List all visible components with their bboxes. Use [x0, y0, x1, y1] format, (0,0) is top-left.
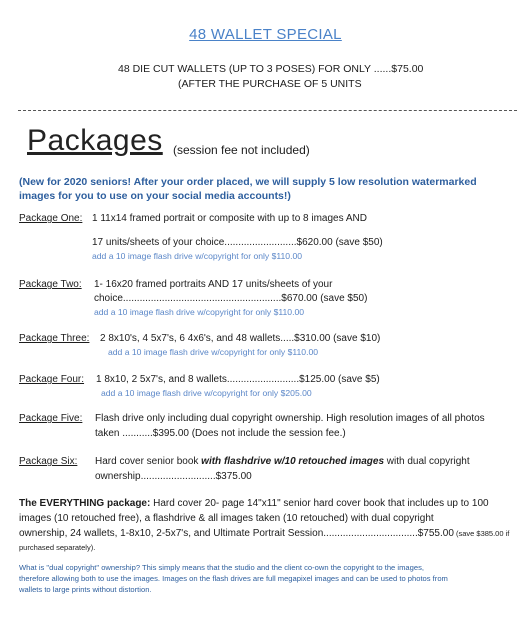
everything-line1-text: Hard cover 20- page 14"x11" senior hard cover book that includes up to 100	[150, 498, 489, 509]
copyright-footnote-line1: What is "dual copyright" ownership? This simply means that the studio and the client co-own the copyright to the images,	[19, 563, 424, 572]
section-divider	[18, 110, 517, 111]
copyright-footnote-line2: therefore allowing both to use the images. Images on the flash drives are full megapixel images and can be used to photos from	[19, 574, 448, 583]
wallet-special-title: 48 WALLET SPECIAL	[189, 26, 342, 43]
package-six-flashdrive: with flashdrive w/10 retouched images	[201, 456, 385, 467]
packages-subheading: (session fee not included)	[173, 143, 310, 157]
everything-line3	[19, 528, 509, 539]
package-three-label: Package Three:	[19, 333, 90, 344]
package-four-addon: add a 10 image flash drive w/copyright for only $205.00	[101, 388, 312, 398]
everything-line4: purchased separately).	[19, 543, 96, 552]
wallet-special-offer: 48 DIE CUT WALLETS (UP TO 3 POSES) FOR ONLY ......$75.00	[118, 63, 424, 75]
package-two-line1: 1- 16x20 framed portraits AND 17 units/sheets of your	[94, 279, 333, 290]
package-three-line1: 2 8x10's, 4 5x7's, 6 4x6's, and 48 wallets.....$310.00 (save $10)	[100, 333, 381, 344]
copyright-footnote-line3: wallets to large prints without distortion.	[19, 585, 152, 594]
package-two-label: Package Two:	[19, 279, 82, 290]
packages-heading: Packages	[27, 124, 163, 157]
package-five-line1: Flash drive only including dual copyright ownership. High resolution images of all photos	[95, 413, 485, 424]
everything-line1	[19, 498, 489, 509]
package-six-book: Hard cover senior book	[95, 456, 202, 467]
package-six-line2: ownership...........................$375.00	[95, 471, 252, 482]
everything-line3-text: ownership, 24 wallets, 1-8x10, 2-5x7's, and Ultimate Portrait Session..................................$755.00	[19, 528, 454, 539]
package-one-line2: 17 units/sheets of your choice..........................$620.00 (save $50)	[92, 237, 383, 248]
package-one-label: Package One:	[19, 213, 83, 224]
package-six-label: Package Six:	[19, 456, 78, 467]
package-six-line1	[95, 456, 470, 467]
package-four-line1: 1 8x10, 2 5x7's, and 8 wallets..........................$125.00 (save $5)	[96, 374, 380, 385]
everything-package-label: The EVERYTHING package:	[19, 498, 151, 509]
package-two-line2: choice.........................................................$670.00 (save $50)	[94, 293, 368, 304]
senior-note-line1: (New for 2020 seniors! After your order placed, we will supply 5 low resolution watermarked	[19, 176, 477, 188]
senior-note-line2: images for you to use on your social media accounts!)	[19, 190, 291, 202]
package-five-label: Package Five:	[19, 413, 83, 424]
package-two-addon: add a 10 image flash drive w/copyright for only $110.00	[94, 307, 305, 317]
wallet-special-condition: (AFTER THE PURCHASE OF 5 UNITS	[178, 78, 362, 90]
package-four-label: Package Four:	[19, 374, 85, 385]
package-one-line1: 1 11x14 framed portrait or composite with up to 8 images AND	[92, 213, 367, 224]
package-three-addon: add a 10 image flash drive w/copyright for only $110.00	[108, 347, 319, 357]
everything-line2: images (10 retouched free), a flashdrive & all images taken (10 retouched) with dual copyright	[19, 513, 434, 524]
package-five-line2: taken ...........$395.00 (Does not include the session fee.)	[95, 428, 346, 439]
package-six-copyright: with dual copyright	[384, 456, 470, 467]
package-one-addon: add a 10 image flash drive w/copyright for only $110.00	[92, 251, 303, 261]
everything-savings: (save $385.00 if	[453, 529, 510, 538]
